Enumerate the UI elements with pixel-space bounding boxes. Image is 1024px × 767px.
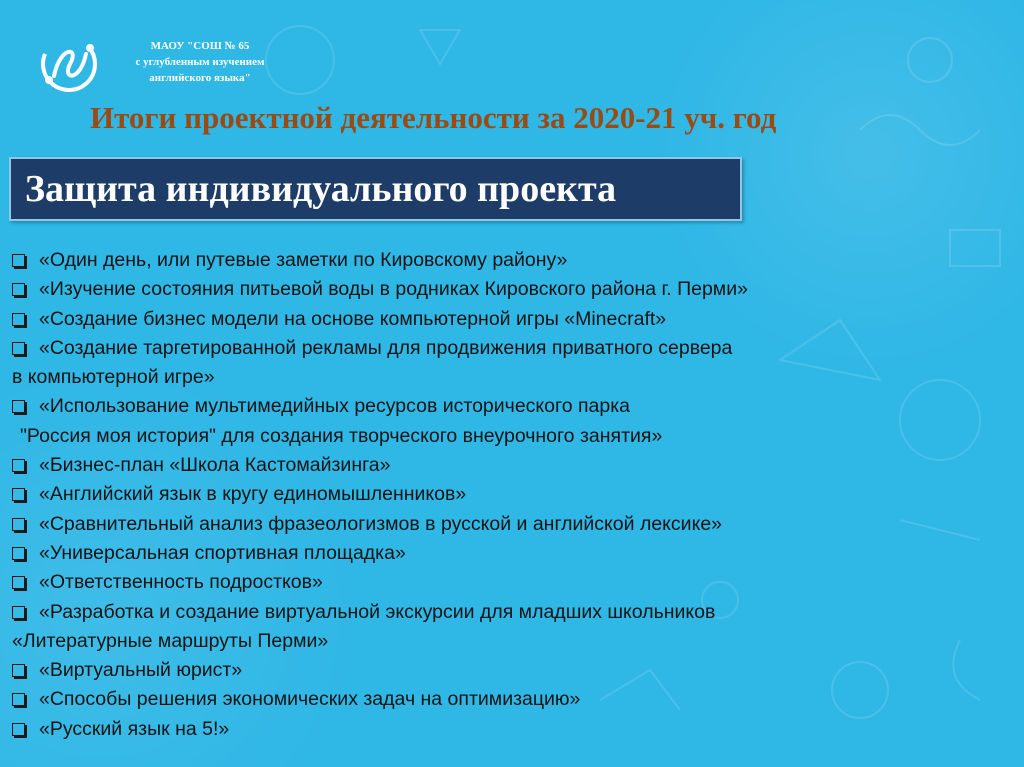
list-item bbox=[12, 656, 1012, 685]
list-item-continuation: "Россия моя история" для создания творческого внеурочного занятия» bbox=[20, 424, 663, 447]
list-item bbox=[12, 275, 1012, 304]
checkbox-bullet-icon bbox=[12, 693, 25, 706]
list-item-text: «Сравнительный анализ фразеологизмов в русской и английской лексике» bbox=[39, 512, 723, 535]
list-item-continuation: в компьютерной игре» bbox=[12, 366, 215, 389]
checkbox-bullet-icon bbox=[12, 547, 25, 560]
list-item bbox=[12, 598, 1012, 657]
list-item-text: «Бизнес-план «Школа Кастомайзинга» bbox=[39, 454, 391, 477]
list-item-text: «Создание таргетированной рекламы для продвижения приватного сервера bbox=[39, 336, 733, 359]
list-item-text: «Изучение состояния питьевой воды в родниках Кировского района г. Перми» bbox=[39, 278, 748, 301]
list-item-text: «Ответственность подростков» bbox=[39, 571, 323, 594]
list-item-text: «Создание бизнес модели на основе компьютерной игры «Minecraft» bbox=[39, 307, 667, 330]
list-item-text: «Один день, или путевые заметки по Кировскому району» bbox=[39, 249, 568, 271]
checkbox-bullet-icon bbox=[12, 606, 25, 619]
checkbox-bullet-icon bbox=[12, 576, 25, 589]
checkbox-bullet-icon bbox=[12, 313, 25, 326]
list-item bbox=[12, 305, 1012, 334]
school-name-line1: МАОУ "СОШ № 65 bbox=[150, 40, 250, 52]
list-item bbox=[12, 480, 1012, 509]
section-banner bbox=[9, 157, 742, 221]
list-item-text: «Способы решения экономических задач на оптимизацию» bbox=[39, 688, 581, 711]
list-item bbox=[12, 685, 1012, 714]
list-item bbox=[12, 510, 1012, 539]
checkbox-bullet-icon bbox=[12, 723, 25, 736]
school-name bbox=[110, 38, 290, 86]
checkbox-bullet-icon bbox=[12, 518, 25, 531]
section-banner-text: Защита индивидуального проекта bbox=[25, 168, 617, 210]
school-name-line2: с углубленным изучением bbox=[135, 56, 265, 68]
checkbox-bullet-icon bbox=[12, 459, 25, 472]
page-title: Итоги проектной деятельности за 2020-21 уч. год bbox=[90, 100, 777, 135]
project-list bbox=[12, 246, 1012, 744]
list-item bbox=[12, 246, 1012, 275]
list-item-text: «Английский язык в кругу единомышленников» bbox=[39, 483, 467, 506]
list-item bbox=[12, 451, 1012, 480]
list-item bbox=[12, 715, 1012, 744]
list-item bbox=[12, 392, 1012, 451]
list-item bbox=[12, 568, 1012, 597]
list-item bbox=[12, 539, 1012, 568]
school-logo-icon bbox=[40, 36, 98, 92]
checkbox-bullet-icon bbox=[12, 488, 25, 501]
checkbox-bullet-icon bbox=[12, 664, 25, 677]
list-item-text: «Универсальная спортивная площадка» bbox=[39, 541, 406, 564]
list-item-continuation: «Литературные маршруты Перми» bbox=[12, 629, 329, 652]
list-item bbox=[12, 334, 1012, 393]
list-item-text: «Разработка и создание виртуальной экскурсии для младших школьников bbox=[39, 600, 716, 623]
list-item-text: «Виртуальный юрист» bbox=[39, 659, 243, 682]
school-name-line3: английского языка" bbox=[149, 72, 251, 84]
checkbox-bullet-icon bbox=[12, 283, 25, 296]
checkbox-bullet-icon bbox=[12, 342, 25, 355]
list-item-text: «Русский язык на 5!» bbox=[39, 717, 230, 740]
checkbox-bullet-icon bbox=[12, 400, 25, 413]
checkbox-bullet-icon bbox=[12, 254, 25, 267]
list-item-text: «Использование мультимедийных ресурсов исторического парка bbox=[39, 395, 631, 418]
